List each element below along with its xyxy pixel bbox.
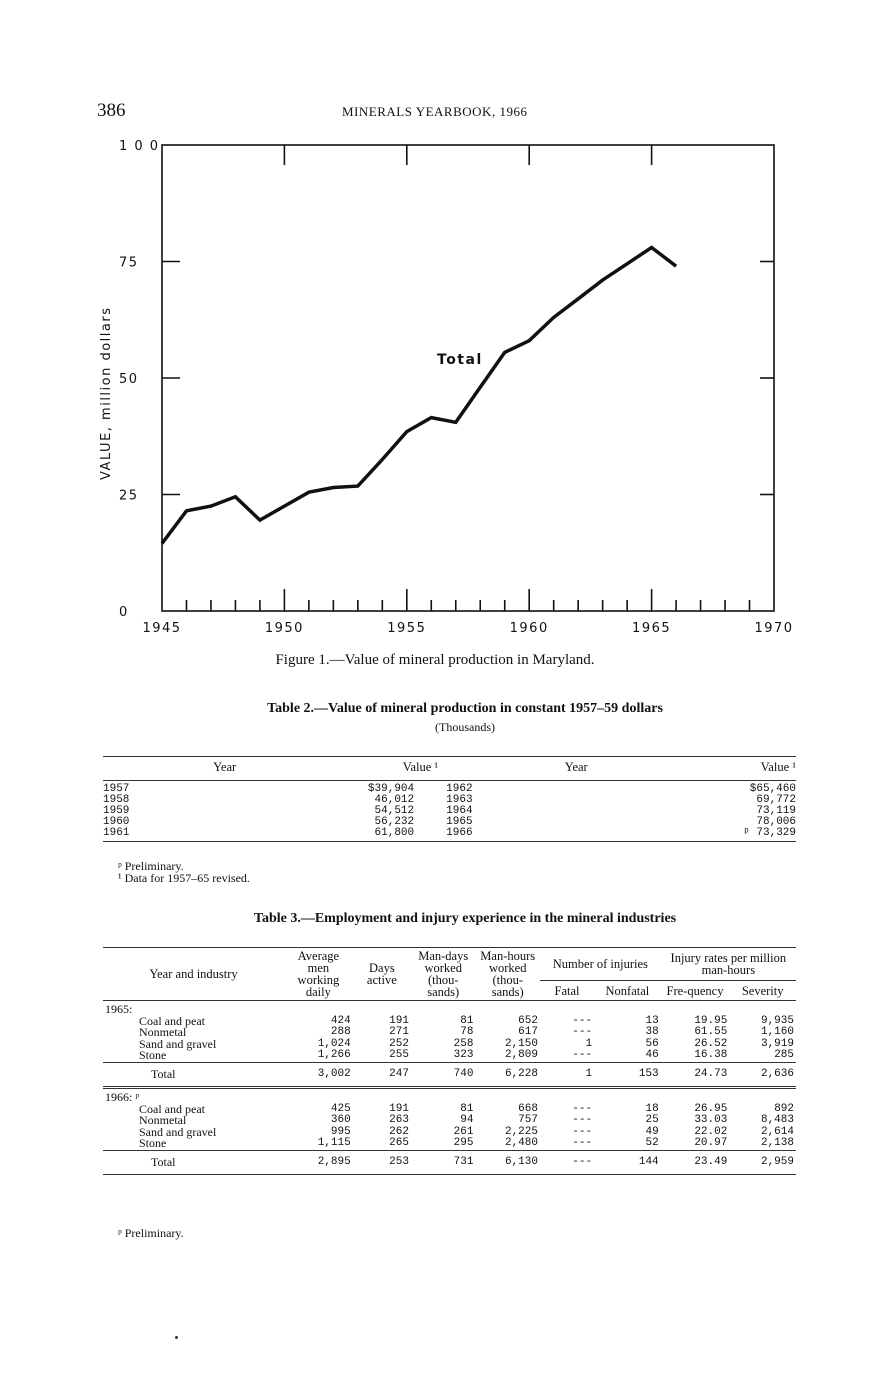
table-cell: 2,614 [760,1125,794,1138]
table3 [103,947,796,1175]
table-cell: 425 [330,1102,351,1115]
table-cell: 46 [645,1049,659,1061]
table-row [103,1039,796,1051]
table-cell: 25 [645,1114,659,1126]
table-cell: 1,024 [317,1037,351,1050]
table-cell: 892 [774,1102,794,1115]
t2-year-cell: 1966 [442,828,710,842]
table-cell: 3,919 [760,1037,794,1050]
table-cell: 33.03 [694,1114,728,1126]
table-group-header [103,1001,796,1016]
table-cell: 52 [645,1137,659,1149]
stray-mark [175,1336,178,1339]
total-cell: 2,959 [729,1150,796,1175]
table-cell: 285 [774,1049,794,1061]
total-cell: 6,228 [475,1062,540,1088]
table-cell: 56 [645,1037,659,1050]
t3-header-man-hours: Man-hours worked (thou-sands) [475,948,540,1001]
table-cell: 2,809 [504,1049,538,1061]
industry-label: Sand and gravel [139,1036,217,1051]
total-cell: 144 [594,1150,661,1175]
table-cell: 81 [460,1102,474,1115]
table-cell: 22.02 [694,1125,728,1138]
table-cell: 1,115 [317,1137,351,1149]
t3-header-year-industry: Year and industry [103,948,284,1001]
table3-title: Table 3.—Employment and injury experience in the mineral industries [253,911,677,926]
page-number: 386 [97,100,126,121]
table-row [103,828,796,842]
industry-label: Nonmetal [139,1113,187,1127]
total-cell: 6,130 [475,1150,540,1175]
table-cell: --- [572,1114,593,1126]
table-cell: 262 [389,1125,409,1138]
table-cell: 81 [460,1014,474,1027]
table-cell: --- [572,1026,593,1038]
table-cell: 2,138 [760,1137,794,1149]
table-row [103,817,796,828]
table-cell: 1,160 [760,1026,794,1038]
t2-year-cell: 1963 [446,793,473,806]
total-cell: 24.73 [661,1062,730,1088]
group-year-label: 1966: ᵖ [105,1090,140,1104]
table-group-header [103,1088,796,1104]
value-chart [0,0,870,640]
table-cell: 9,935 [760,1014,794,1027]
total-label: Total [103,1150,284,1175]
t2-footnote-preliminary: ᵖ Preliminary. [118,859,184,873]
table-row [103,795,796,806]
total-cell: 23.49 [661,1150,730,1175]
t3-header-frequency: Fre-quency [666,983,724,998]
series-line-total [162,248,676,544]
t2-year-cell: 1964 [446,804,473,817]
t2-year-cell: 1962 [446,782,473,795]
table-cell: --- [572,1049,593,1061]
total-label: Total [103,1062,284,1088]
t3-header-fatal: Fatal [554,983,580,998]
table-cell: 191 [389,1102,409,1115]
table-cell: 94 [460,1114,474,1126]
t2-footnote-revised: ¹ Data for 1957–65 revised. [118,871,250,885]
total-cell: 2,636 [729,1062,796,1088]
table-total-row [103,1150,796,1175]
table-cell: 49 [645,1125,659,1138]
table-cell: 424 [330,1014,351,1027]
table-cell: 295 [453,1137,474,1149]
table-cell: 652 [518,1014,538,1027]
table-cell: 61.55 [694,1026,728,1038]
table-cell: 323 [453,1049,474,1061]
t2-value-cell: 73,119 [756,804,796,817]
t2-value-cell: $39,904 [367,782,415,795]
table-row [103,1016,796,1028]
x-tick-label: 1955 [387,621,427,636]
y-tick-label: 1 0 0 [119,139,160,154]
t2-year-cell: 1965 [446,815,473,828]
x-tick-label: 1965 [632,621,672,636]
table-total-row [103,1062,796,1088]
t2-year-cell: 1959 [103,804,130,817]
table-row [103,1138,796,1150]
table-cell: 252 [389,1037,409,1050]
t3-header-num-injuries: Number of injuries [540,948,661,981]
y-tick-label: 25 [119,488,139,504]
t2-value-cell: 69,772 [756,793,796,806]
table-cell: 16.38 [694,1049,728,1061]
table-cell: 255 [389,1049,409,1061]
table-cell: 668 [518,1102,538,1115]
table-cell: --- [572,1125,593,1138]
x-tick-label: 1970 [754,621,794,636]
table-cell: 26.95 [694,1102,728,1115]
x-tick-label: 1960 [509,621,549,636]
table-cell: 258 [453,1037,474,1050]
table2-subtitle: (Thousands) [435,720,495,734]
table-cell: 263 [389,1114,409,1126]
table-cell: --- [572,1137,593,1149]
table2-title: Table 2.—Value of mineral production in constant 1957–59 dollars [267,701,663,716]
t2-year-cell: 1960 [103,815,130,828]
t2-value-cell: 61,800 [346,828,442,842]
t2-header-value-2: Value ¹ [710,757,796,781]
table-cell: 617 [518,1026,538,1038]
total-cell: 731 [411,1150,476,1175]
table-cell: 265 [389,1137,409,1149]
total-cell: 153 [594,1062,661,1088]
total-cell: --- [540,1150,594,1175]
table-cell: --- [572,1102,593,1115]
t2-year-cell: 1961 [103,828,346,842]
table-cell: 261 [453,1125,474,1138]
t3-header-severity: Severity [741,983,784,998]
t2-value-cell: 54,512 [374,804,415,817]
total-cell: 253 [353,1150,411,1175]
t3-header-days-active: Days active [353,948,411,1001]
t3-header-injury-rates: Injury rates per million man-hours [661,948,796,981]
tick-marks [162,145,774,611]
t2-year-cell: 1958 [103,793,130,806]
t2-value-cell: ᵖ 73,329 [710,828,796,842]
table-cell: 360 [330,1114,351,1126]
table-cell: 13 [645,1014,659,1027]
total-cell: 247 [353,1062,411,1088]
industry-label: Stone [139,1048,167,1062]
table-row [103,806,796,817]
table-row [103,781,796,795]
t2-header-year-2: Year [442,757,710,781]
table-cell: --- [572,1014,593,1027]
x-tick-label: 1945 [142,621,182,636]
t3-header-avg-men: Average men working daily [284,948,353,1001]
t2-value-cell: 46,012 [374,793,415,806]
table-cell: 19.95 [694,1014,728,1027]
table-cell: 8,483 [760,1114,794,1126]
table-cell: 38 [645,1026,659,1038]
x-tick-labels [142,621,793,636]
t2-header-year: Year [103,757,346,781]
y-tick-label: 0 [119,605,129,620]
group-year-label: 1965: [105,1002,133,1016]
table-row [103,1127,796,1139]
table-cell: 1 [585,1037,593,1050]
table-cell: 288 [330,1026,351,1038]
plot-frame [162,145,774,611]
t3-header-nonfatal: Nonfatal [605,983,650,998]
series-label-total: Total [437,352,483,368]
table-cell: 191 [389,1014,409,1027]
table-cell: 2,480 [504,1137,538,1149]
t2-value-cell: 78,006 [756,815,796,828]
table-cell: 2,150 [504,1037,538,1050]
table2 [103,756,796,842]
t2-year-cell: 1957 [103,782,130,795]
figure-caption: Figure 1.—Value of mineral production in Maryland. [275,652,595,668]
table-cell: 20.97 [694,1137,728,1149]
x-tick-label: 1950 [264,621,304,636]
total-cell: 2,895 [284,1150,353,1175]
table-row [103,1104,796,1116]
t2-header-value: Value ¹ [346,757,442,781]
industry-label: Nonmetal [139,1025,187,1039]
table-cell: 26.52 [694,1037,728,1050]
industry-label: Coal and peat [139,1013,205,1028]
table-cell: 757 [518,1114,538,1126]
table-cell: 1,266 [317,1049,351,1061]
t2-value-cell: 56,232 [374,815,415,828]
industry-label: Sand and gravel [139,1124,217,1139]
table-cell: 995 [330,1125,351,1138]
y-axis-label: VALUE, million dollars [99,306,114,480]
t2-value-cell: $65,460 [749,782,796,795]
t3-header-man-days: Man-days worked (thou-sands) [411,948,476,1001]
y-tick-label: 75 [119,255,139,271]
table-cell: 2,225 [504,1125,538,1138]
table-cell: 271 [389,1026,409,1038]
table-cell: 18 [645,1102,659,1115]
table-cell: 78 [460,1026,474,1038]
running-title: MINERALS YEARBOOK, 1966 [342,104,528,119]
table-row [103,1050,796,1062]
total-cell: 3,002 [284,1062,353,1088]
y-tick-labels [119,139,160,620]
total-cell: 740 [411,1062,476,1088]
industry-label: Coal and peat [139,1101,205,1116]
total-cell: 1 [540,1062,594,1088]
industry-label: Stone [139,1136,167,1150]
t3-footnote: ᵖ Preliminary. [118,1226,184,1240]
y-tick-label: 50 [119,372,139,387]
